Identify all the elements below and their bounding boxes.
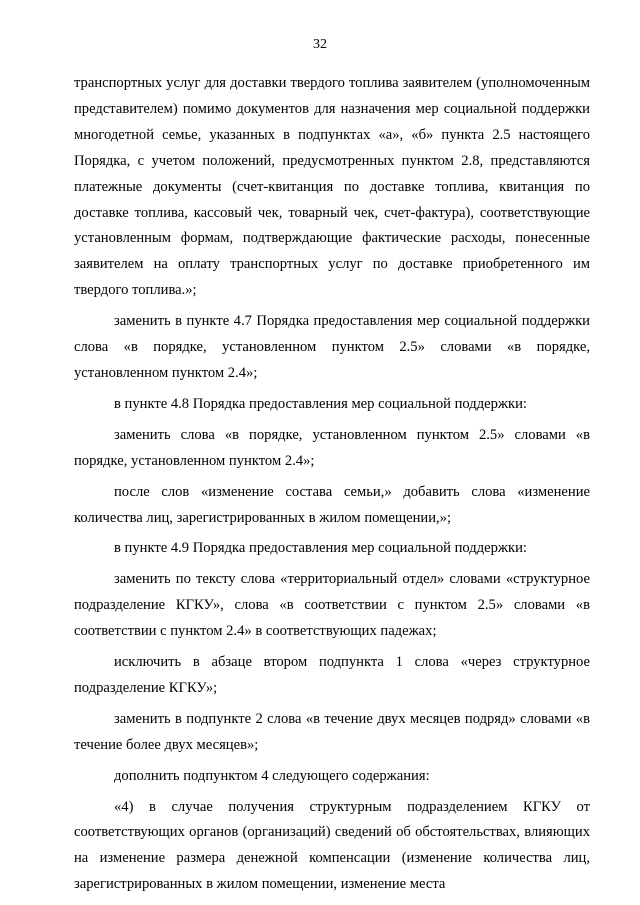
page-number: 32 xyxy=(313,37,327,52)
paragraph-amend-4-9-subpoint-2: заменить в подпункте 2 слова «в течение двух месяцев подряд» словами «в течение более двух месяцев»; xyxy=(74,710,590,753)
paragraph-amend-4-9-heading: в пункте 4.9 Порядка предоставления мер социальной поддержки: xyxy=(114,540,527,557)
document-body xyxy=(74,71,590,898)
paragraph-amend-4-8-replace: заменить слова «в порядке, установленном пунктом 2.5» словами «в порядке, установленном пунктом 2.4»; xyxy=(74,426,590,469)
paragraph-amend-4-9-add-subpoint-4: дополнить подпунктом 4 следующего содержания: xyxy=(114,767,430,784)
paragraph-amend-4-8-heading: в пункте 4.8 Порядка предоставления мер социальной поддержки: xyxy=(114,395,527,412)
paragraph-amend-4-9-exclude: исключить в абзаце втором подпункта 1 слова «через структурное подразделение КГКУ»; xyxy=(74,654,590,696)
paragraph-subpoint-4-text: «4) в случае получения структурным подразделением КГКУ от соответствующих органов (организаций) сведений об обстоятельствах, влияющих на изменение размера денежной компенсации (изменение количества лиц, зарегистрированных в жилом помещении, изменение места xyxy=(74,798,590,893)
paragraph-amend-4-8-add: после слов «изменение состава семьи,» добавить слова «изменение количества лиц, зарегистрированных в жилом помещении,»; xyxy=(74,483,590,526)
paragraph-amend-4-9-replace: заменить по тексту слова «территориальный отдел» словами «структурное подразделение КГКУ», слова «в соответствии с пунктом 2.5» словами «в соответствии с пунктом 2.4» в соответствующих падежах; xyxy=(74,571,590,640)
paragraph-transport-documents: транспортных услуг для доставки твердого топлива заявителем (уполномоченным представителем) помимо документов для назначения мер социальной поддержки многодетной семье, указанных в подпунктах «а», «б» пункта 2.5 настоящего Порядка, с учетом положений, предусмотренных пунктом 2.8, представляются платежные документы (счет-квитанция по доставке топлива, квитанция по доставке топлива, кассовый чек, товарный чек, счет-фактура), соответствующие установленным формам, подтверждающие фактические расходы, понесенные заявителем на оплату транспортных услуг по доставке приобретенного им твердого топлива.»; xyxy=(74,75,590,299)
paragraph-amend-4-7: заменить в пункте 4.7 Порядка предоставления мер социальной поддержки слова «в порядке, установленном пунктом 2.5» словами «в порядке, установленном пунктом 2.4»; xyxy=(74,313,590,381)
